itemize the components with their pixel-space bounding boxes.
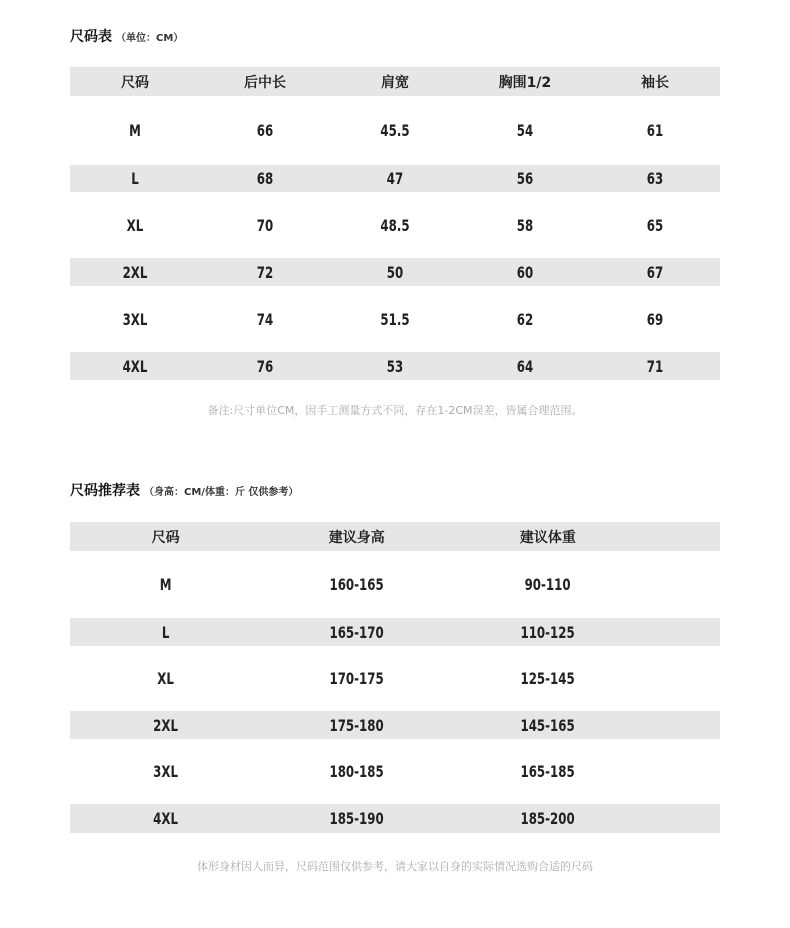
size-chart-header-row <box>70 67 720 96</box>
table-cell: 71 <box>646 356 664 376</box>
table-row <box>70 96 720 165</box>
table-cell: XL <box>126 215 144 235</box>
table-cell: 2XL <box>122 262 148 282</box>
table-cell: 50 <box>386 262 404 282</box>
table-cell: 3XL <box>122 309 148 329</box>
table-cell: 72 <box>256 262 274 282</box>
table-row <box>70 165 720 192</box>
table-cell: 165-185 <box>520 762 576 781</box>
recommend-chart-note: 体形身材因人而异，尺码范围仅供参考，请大家以自身的实际情况选购合适的尺码 <box>197 860 593 873</box>
table-cell: 64 <box>516 356 534 376</box>
header-cell: 尺码 <box>121 74 149 91</box>
table-cell: 66 <box>256 121 274 140</box>
size-chart-subtitle: （单位：CM） <box>116 33 184 44</box>
table-cell: 58 <box>516 215 534 235</box>
table-cell: 145-165 <box>520 715 576 735</box>
table-cell: 69 <box>646 309 664 329</box>
table-cell: 76 <box>256 356 274 376</box>
header-cell: 尺码 <box>151 529 180 546</box>
table-row <box>70 352 720 380</box>
table-cell: 51.5 <box>380 309 410 329</box>
table-cell: 185-200 <box>520 809 576 828</box>
table-cell: 56 <box>516 169 534 188</box>
table-cell: 61 <box>646 121 664 140</box>
table-cell: M <box>129 121 141 140</box>
table-row <box>70 711 720 739</box>
table-row <box>70 258 720 286</box>
table-cell: 165-170 <box>329 622 384 642</box>
table-row <box>70 804 720 833</box>
table-cell: L <box>161 622 170 642</box>
table-cell: XL <box>157 669 174 688</box>
table-cell: 47 <box>386 169 404 188</box>
table-cell: 60 <box>516 262 534 282</box>
header-cell: 后中长 <box>244 74 286 91</box>
table-cell: 48.5 <box>380 215 410 235</box>
table-cell: 90-110 <box>524 575 571 594</box>
table-cell: 4XL <box>122 356 148 376</box>
header-cell: 建议身高 <box>328 529 385 546</box>
table-cell: 125-145 <box>520 669 576 688</box>
recommend-chart-table <box>70 522 720 833</box>
table-cell: 4XL <box>153 809 179 828</box>
size-chart-title-text: 尺码表 <box>70 29 112 45</box>
table-cell: 160-165 <box>329 575 384 594</box>
table-cell: 63 <box>646 169 664 188</box>
table-cell: 53 <box>386 356 404 376</box>
table-cell: 54 <box>516 121 534 140</box>
table-cell: 70 <box>256 215 274 235</box>
header-cell: 胸围1/2 <box>498 74 552 91</box>
table-row <box>70 618 720 646</box>
table-cell: 67 <box>646 262 664 282</box>
recommend-chart-header-row <box>70 522 720 551</box>
table-cell: 170-175 <box>329 669 384 688</box>
table-cell: 2XL <box>153 715 179 735</box>
size-chart-table <box>70 67 720 380</box>
table-row <box>70 739 720 804</box>
header-cell: 肩宽 <box>381 74 409 91</box>
table-cell: 110-125 <box>520 622 576 642</box>
table-cell: 175-180 <box>329 715 384 735</box>
table-cell: 185-190 <box>329 809 384 828</box>
table-cell: 62 <box>516 309 534 329</box>
table-row <box>70 646 720 711</box>
recommend-chart-subtitle: （身高：CM/体重：斤 仅供参考） <box>144 487 299 498</box>
header-cell: 袖长 <box>641 74 669 91</box>
recommend-chart-title <box>70 480 298 500</box>
table-cell: 65 <box>646 215 664 235</box>
table-row <box>70 551 720 618</box>
size-chart-title <box>70 26 183 46</box>
table-cell: 180-185 <box>329 762 384 781</box>
table-row <box>70 286 720 352</box>
table-cell: 74 <box>256 309 274 329</box>
table-cell: M <box>159 575 172 594</box>
table-cell: L <box>131 169 139 188</box>
size-chart-note: 备注:尺寸单位CM，因手工测量方式不同，存在1-2CM误差，皆属合理范围。 <box>207 404 583 417</box>
table-cell: 68 <box>256 169 274 188</box>
header-cell: 建议体重 <box>519 529 576 546</box>
table-cell: 3XL <box>153 762 179 781</box>
table-cell: 45.5 <box>380 121 410 140</box>
recommend-chart-title-text: 尺码推荐表 <box>70 483 140 499</box>
table-row <box>70 192 720 258</box>
